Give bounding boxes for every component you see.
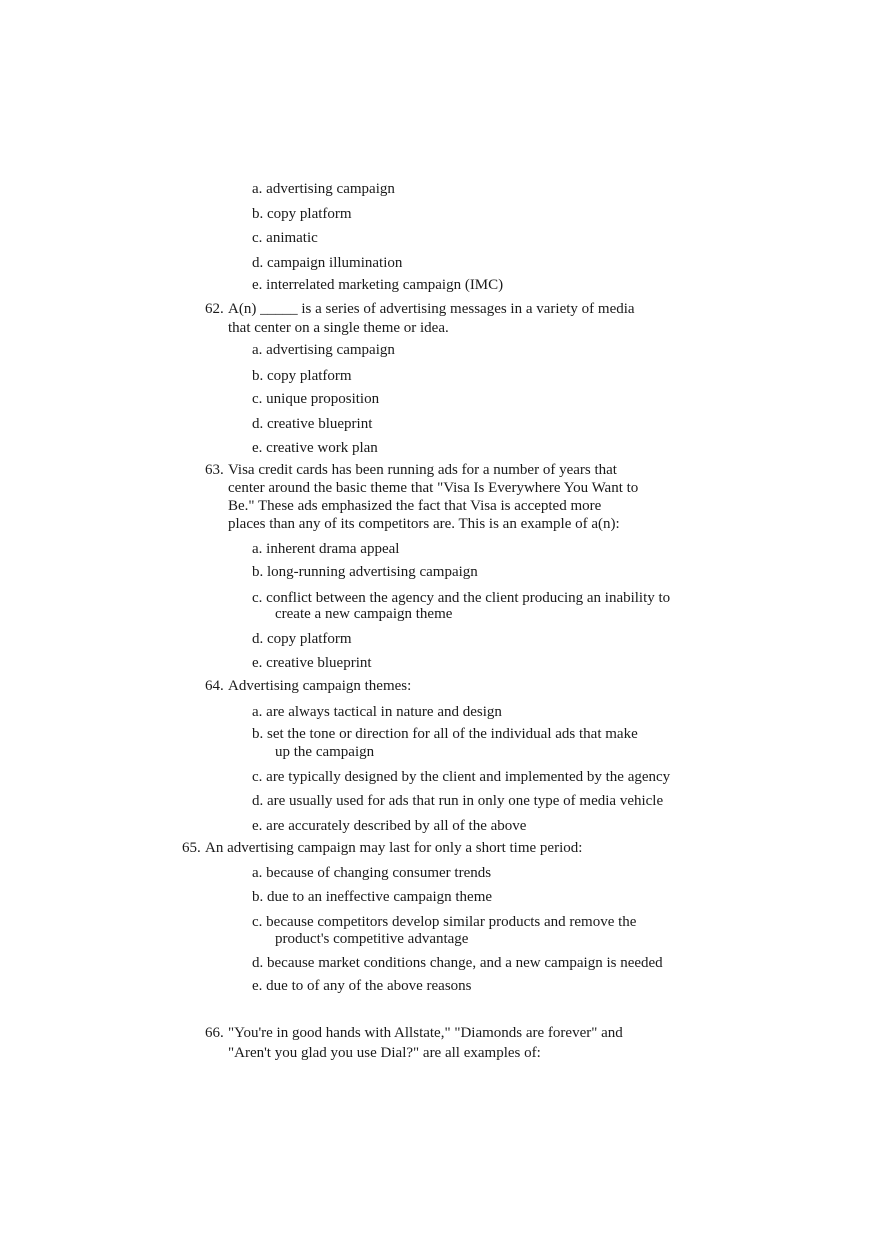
option-63-a: a. inherent drama appeal <box>252 541 400 557</box>
question-64-number: 64. <box>205 678 224 694</box>
option-64-b: b. set the tone or direction for all of the individual ads that make <box>252 726 638 742</box>
question-62-stem-line-2: that center on a single theme or idea. <box>228 320 449 336</box>
option-62-a: a. advertising campaign <box>252 342 395 358</box>
option-61-e: e. interrelated marketing campaign (IMC) <box>252 277 504 293</box>
question-63-stem-line-4: places than any of its competitors are. This is an example of a(n): <box>228 516 620 532</box>
option-65-b: b. due to an ineffective campaign theme <box>252 889 493 905</box>
question-66-number: 66. <box>205 1025 224 1041</box>
option-65-c: c. because competitors develop similar products and remove the <box>252 914 637 930</box>
option-64-b-continued: up the campaign <box>275 744 375 760</box>
question-63-stem-line-3: Be." These ads emphasized the fact that Visa is accepted more <box>228 498 602 514</box>
option-63-c: c. conflict between the agency and the client producing an inability to <box>252 590 671 606</box>
question-63-stem-line-2: center around the basic theme that "Visa Is Everywhere You Want to <box>228 480 639 496</box>
option-63-c-continued: create a new campaign theme <box>275 606 453 622</box>
question-63-number: 63. <box>205 462 224 478</box>
option-61-b: b. copy platform <box>252 206 352 222</box>
question-66-stem-line-1: "You're in good hands with Allstate," "Diamonds are forever" and <box>228 1025 623 1041</box>
option-62-b: b. copy platform <box>252 368 352 384</box>
option-61-d: d. campaign illumination <box>252 255 403 271</box>
option-65-d: d. because market conditions change, and a new campaign is needed <box>252 955 663 971</box>
option-62-c: c. unique proposition <box>252 391 380 407</box>
option-64-a: a. are always tactical in nature and design <box>252 704 502 720</box>
question-63-stem-line-1: Visa credit cards has been running ads for a number of years that <box>228 462 617 478</box>
option-65-c-continued: product's competitive advantage <box>275 931 469 947</box>
option-65-a: a. because of changing consumer trends <box>252 865 492 881</box>
option-64-e: e. are accurately described by all of the above <box>252 818 527 834</box>
option-63-d: d. copy platform <box>252 631 352 647</box>
option-61-c: c. animatic <box>252 230 318 246</box>
question-65-stem-line-1: An advertising campaign may last for only a short time period: <box>205 840 583 856</box>
option-64-d: d. are usually used for ads that run in only one type of media vehicle <box>252 793 664 809</box>
option-63-e: e. creative blueprint <box>252 655 372 671</box>
option-64-c: c. are typically designed by the client and implemented by the agency <box>252 769 671 785</box>
question-62-stem-line-1: A(n) _____ is a series of advertising messages in a variety of media <box>228 301 635 317</box>
option-63-b: b. long-running advertising campaign <box>252 564 478 580</box>
option-65-e: e. due to of any of the above reasons <box>252 978 472 994</box>
question-65-number: 65. <box>182 840 201 856</box>
question-64-stem-line-1: Advertising campaign themes: <box>228 678 412 694</box>
question-62-number: 62. <box>205 301 224 317</box>
option-61-a: a. advertising campaign <box>252 181 395 197</box>
question-66-stem-line-2: "Aren't you glad you use Dial?" are all examples of: <box>228 1045 541 1061</box>
option-62-e: e. creative work plan <box>252 440 378 456</box>
option-62-d: d. creative blueprint <box>252 416 373 432</box>
